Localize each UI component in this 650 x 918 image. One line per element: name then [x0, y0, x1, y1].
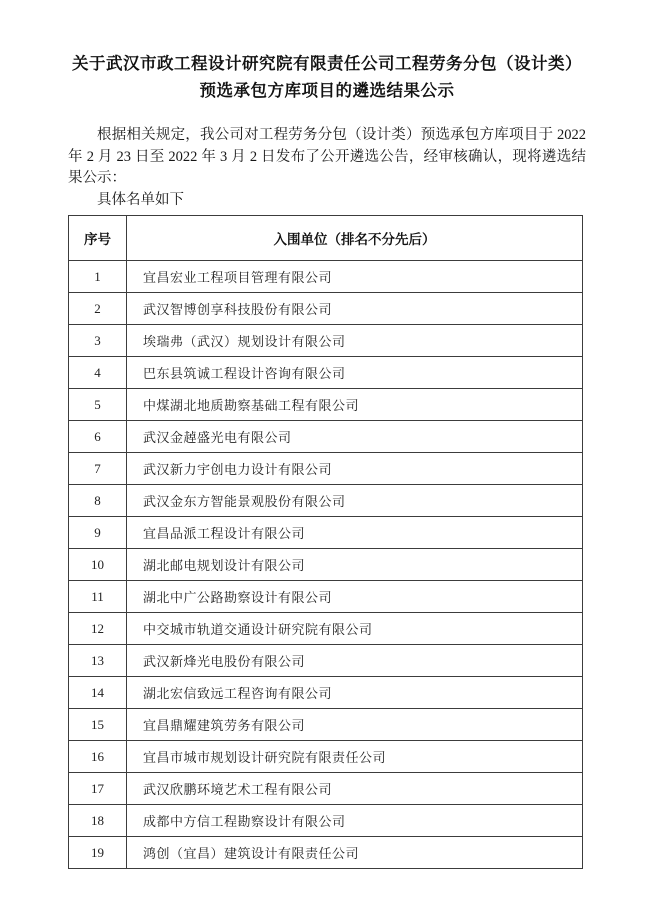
company-name: 湖北中广公路勘察设计有限公司	[127, 581, 583, 613]
table-row	[69, 389, 583, 421]
row-number: 17	[69, 773, 127, 805]
table-row	[69, 421, 583, 453]
table-row	[69, 485, 583, 517]
row-number: 3	[69, 325, 127, 357]
row-number: 8	[69, 485, 127, 517]
company-name: 宜昌品派工程设计有限公司	[127, 517, 583, 549]
table-row	[69, 261, 583, 293]
table-row	[69, 773, 583, 805]
company-name: 成都中方信工程勘察设计有限公司	[127, 805, 583, 837]
table-row	[69, 325, 583, 357]
company-name: 武汉欣鹏环境艺术工程有限公司	[127, 773, 583, 805]
company-name: 湖北邮电规划设计有限公司	[127, 549, 583, 581]
company-name: 宜昌鼎耀建筑劳务有限公司	[127, 709, 583, 741]
results-table	[68, 215, 583, 869]
company-name: 中交城市轨道交通设计研究院有限公司	[127, 613, 583, 645]
table-row	[69, 645, 583, 677]
row-number: 16	[69, 741, 127, 773]
company-name: 武汉新烽光电股份有限公司	[127, 645, 583, 677]
row-number: 2	[69, 293, 127, 325]
table-row	[69, 581, 583, 613]
row-number: 4	[69, 357, 127, 389]
row-number: 18	[69, 805, 127, 837]
company-name: 武汉智博创享科技股份有限公司	[127, 293, 583, 325]
company-name: 巴东县筑诚工程设计咨询有限公司	[127, 357, 583, 389]
row-number: 13	[69, 645, 127, 677]
table-row	[69, 453, 583, 485]
intro-paragraph: 根据相关规定，我公司对工程劳务分包（设计类）预选承包方库项目于 2022 年 2 月 23 日至 2022 年 3 月 2 日发布了公开遴选公告，经审核确认，现将遴选结果公示：	[68, 127, 586, 186]
header-cell-unit: 入围单位（排名不分先后）	[127, 216, 583, 261]
row-number: 12	[69, 613, 127, 645]
company-name: 埃瑞弗（武汉）规划设计有限公司	[127, 325, 583, 357]
company-name: 武汉金趠盛光电有限公司	[127, 421, 583, 453]
table-row	[69, 293, 583, 325]
row-number: 15	[69, 709, 127, 741]
list-intro-text: 具体名单如下	[97, 191, 184, 208]
page-title: 关于武汉市政工程设计研究院有限责任公司工程劳务分包（设计类）预选承包方库项目的遴选结果公示	[72, 54, 582, 100]
table-header-row	[69, 216, 583, 261]
table-row	[69, 549, 583, 581]
row-number: 1	[69, 261, 127, 293]
row-number: 14	[69, 677, 127, 709]
row-number: 10	[69, 549, 127, 581]
header-cell-serial: 序号	[69, 216, 127, 261]
company-name: 宜昌宏业工程项目管理有限公司	[127, 261, 583, 293]
company-name: 宜昌市城市规划设计研究院有限责任公司	[127, 741, 583, 773]
row-number: 19	[69, 837, 127, 869]
company-name: 武汉新力宇创电力设计有限公司	[127, 453, 583, 485]
table-row	[69, 677, 583, 709]
row-number: 11	[69, 581, 127, 613]
row-number: 9	[69, 517, 127, 549]
table-row	[69, 709, 583, 741]
table-row	[69, 837, 583, 869]
row-number: 6	[69, 421, 127, 453]
table-row	[69, 613, 583, 645]
company-name: 湖北宏信致远工程咨询有限公司	[127, 677, 583, 709]
table-row	[69, 357, 583, 389]
table-row	[69, 517, 583, 549]
company-name: 武汉金东方智能景观股份有限公司	[127, 485, 583, 517]
table-row	[69, 741, 583, 773]
company-name: 鸿创（宜昌）建筑设计有限责任公司	[127, 837, 583, 869]
row-number: 7	[69, 453, 127, 485]
row-number: 5	[69, 389, 127, 421]
table-row	[69, 805, 583, 837]
company-name: 中煤湖北地质勘察基础工程有限公司	[127, 389, 583, 421]
